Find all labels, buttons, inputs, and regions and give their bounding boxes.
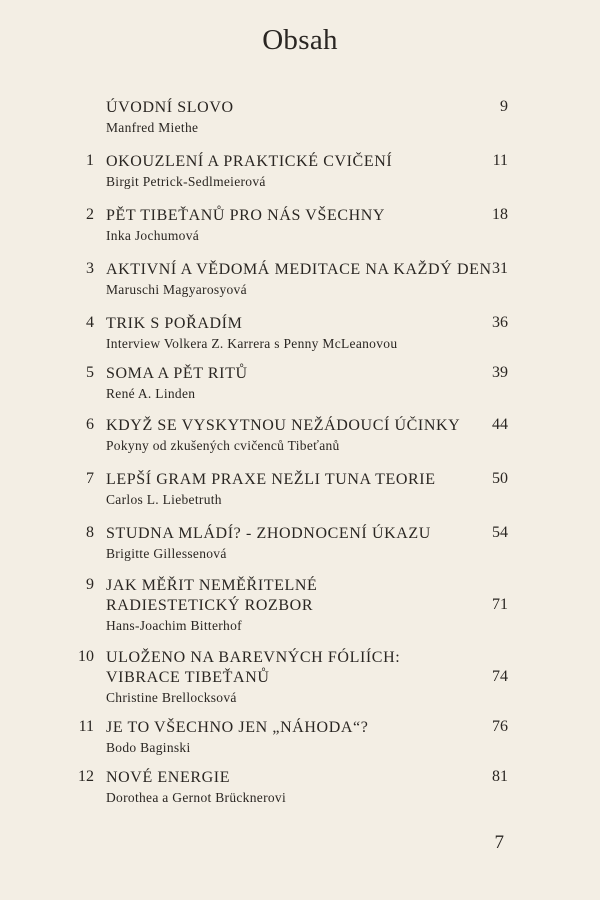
page-number: 81 <box>492 768 508 785</box>
page-number: 11 <box>492 152 508 169</box>
chapter-title-line: PĚT TIBEŤANŮ PRO NÁS VŠECHNY <box>106 207 386 224</box>
chapter-author: Manfred Miethe <box>106 120 199 135</box>
chapter-number: 5 <box>86 364 94 381</box>
chapter-author: Christine Brellocksová <box>106 690 237 705</box>
chapter-number: 9 <box>86 576 94 593</box>
chapter-title-line: RADIESTETICKÝ ROZBOR <box>106 597 314 614</box>
page-number: 31 <box>492 260 508 277</box>
page-number: 50 <box>492 470 508 487</box>
chapter-author: Carlos L. Liebetruth <box>106 492 222 507</box>
chapter-author: Bodo Baginski <box>106 740 191 755</box>
chapter-title <box>106 314 242 334</box>
chapter-title <box>106 98 234 118</box>
chapter-author: Pokyny od zkušených cvičenců Tibeťanů <box>106 438 340 453</box>
page-number: 36 <box>492 314 508 331</box>
chapter-author: Dorothea a Gernot Brücknerovi <box>106 790 287 805</box>
chapter-title-line: AKTIVNÍ A VĚDOMÁ MEDITACE NA KAŽDÝ DEN <box>106 261 492 278</box>
chapter-title <box>106 364 248 384</box>
page-number: 54 <box>492 524 508 541</box>
chapter-author: René A. Linden <box>106 386 196 401</box>
chapter-title-line: OKOUZLENÍ A PRAKTICKÉ CVIČENÍ <box>106 153 393 170</box>
page-folio: 7 <box>494 832 504 853</box>
chapter-number: 2 <box>86 206 94 223</box>
page-number: 44 <box>492 416 508 433</box>
chapter-title-line: KDYŽ SE VYSKYTNOU NEŽÁDOUCÍ ÚČINKY <box>106 417 461 434</box>
chapter-author: Inka Jochumová <box>106 228 200 243</box>
chapter-title <box>106 152 392 172</box>
chapter-number: 12 <box>78 768 94 785</box>
chapter-title-line: ÚVODNÍ SLOVO <box>106 99 234 116</box>
page-number: 39 <box>492 364 508 381</box>
chapter-number: 10 <box>78 648 94 665</box>
chapter-author: Interview Volkera Z. Karrera s Penny McLeanovou <box>106 336 398 351</box>
chapter-number: 8 <box>86 524 94 541</box>
page-number: 76 <box>492 718 508 735</box>
chapter-number: 11 <box>78 718 94 735</box>
page-number: 9 <box>500 98 508 115</box>
chapter-title <box>106 416 460 436</box>
page-number: 18 <box>492 206 508 223</box>
chapter-title <box>106 768 230 788</box>
chapter-title <box>106 648 400 688</box>
chapter-author: Maruschi Magyarosyová <box>106 282 247 297</box>
chapter-number: 1 <box>86 152 94 169</box>
chapter-author: Birgit Petrick-Sedlmeierová <box>106 174 266 189</box>
chapter-number: 3 <box>86 260 94 277</box>
chapter-number: 7 <box>86 470 94 487</box>
chapter-title <box>106 524 431 544</box>
chapter-title <box>106 470 436 490</box>
chapter-title-line: STUDNA MLÁDÍ? - ZHODNOCENÍ ÚKAZU <box>106 525 431 542</box>
chapter-title-line: ULOŽENO NA BAREVNÝCH FÓLIÍCH: <box>106 649 401 666</box>
chapter-title-line: NOVÉ ENERGIE <box>106 769 231 786</box>
chapter-title <box>106 260 492 280</box>
chapter-title-line: LEPŠÍ GRAM PRAXE NEŽLI TUNA TEORIE <box>106 471 436 488</box>
chapter-title <box>106 576 317 616</box>
page-number: 71 <box>492 596 508 613</box>
chapter-title-line: SOMA A PĚT RITŮ <box>106 365 248 382</box>
chapter-author: Brigitte Gillessenová <box>106 546 227 561</box>
chapter-title-line: JE TO VŠECHNO JEN „NÁHODA“? <box>106 719 369 736</box>
page-number: 74 <box>492 668 508 685</box>
page-title: Obsah <box>262 24 338 56</box>
chapter-number: 6 <box>86 416 94 433</box>
chapter-author: Hans-Joachim Bitterhof <box>106 618 242 633</box>
chapter-title-line: VIBRACE TIBEŤANŮ <box>106 669 270 686</box>
chapter-title-line: TRIK S POŘADÍM <box>106 315 243 332</box>
chapter-title <box>106 718 368 738</box>
chapter-title-line: JAK MĚŘIT NEMĚŘITELNÉ <box>106 577 318 594</box>
chapter-title <box>106 206 385 226</box>
chapter-number: 4 <box>86 314 94 331</box>
